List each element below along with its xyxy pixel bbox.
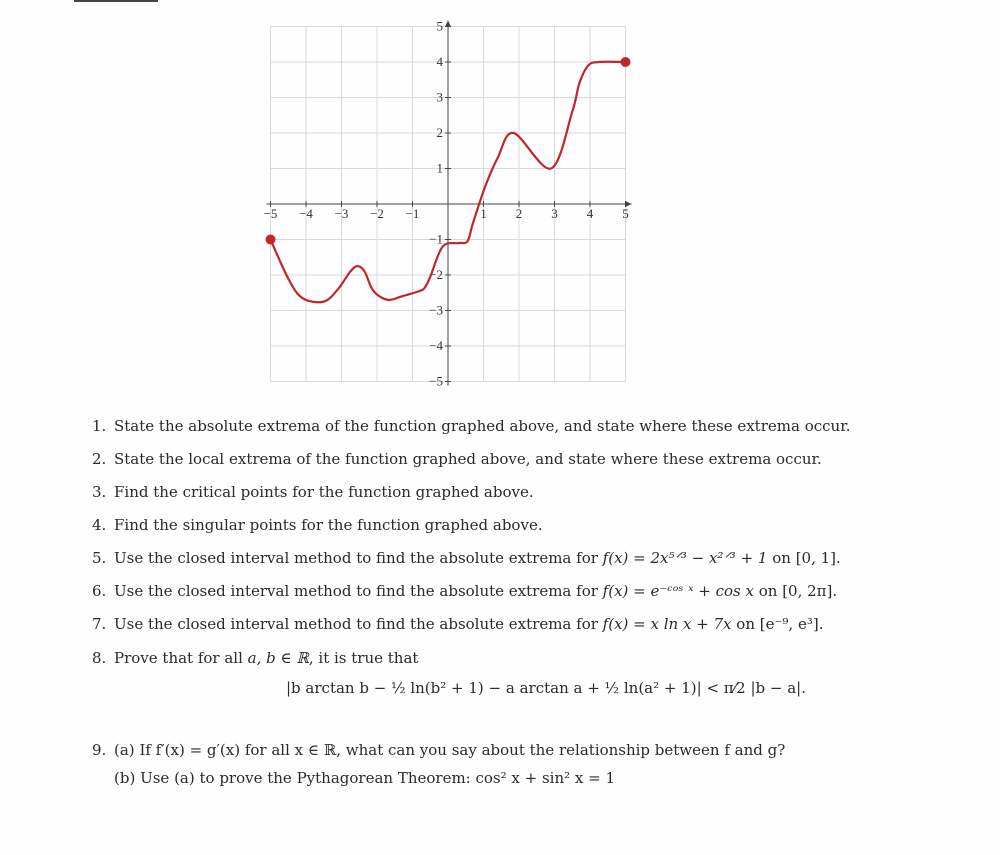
endpoint-dot (621, 57, 631, 67)
problem-3 (92, 482, 534, 502)
x-tick-label: 2 (515, 206, 523, 221)
x-tick-label: 4 (586, 206, 594, 221)
problem-number: 1. (92, 417, 107, 435)
x-tick-label: −1 (405, 206, 420, 221)
problem-number: 3. (92, 483, 107, 501)
problem-9-part-b (114, 768, 615, 788)
problem-1 (92, 416, 850, 436)
function-graph (263, 6, 660, 391)
x-tick-label: −5 (263, 206, 278, 221)
problem-number: 8. (92, 649, 107, 667)
subpart-b-label: (b) (114, 769, 136, 787)
problem-6 (92, 581, 837, 601)
y-tick-label: −1 (429, 231, 443, 247)
problem-text-mid: , it is true that (308, 649, 419, 667)
problem-text: Use the closed interval method to find the absolute extrema for (114, 549, 603, 567)
problem-interval: [0, 2π]. (782, 582, 838, 600)
x-tick-label: −3 (334, 206, 349, 221)
problem-text: Use the closed interval method to find the absolute extrema for (114, 582, 603, 600)
problem-math: f(x) = e⁻ᶜᵒˢ ˣ + cos x (602, 582, 754, 600)
problem-text: State the absolute extrema of the function graphed above, and state where these extrema occur. (114, 417, 851, 435)
endpoint-dot (266, 235, 276, 245)
y-tick-label: 2 (436, 125, 443, 140)
y-tick-label: −2 (429, 267, 443, 282)
problem-9 (92, 740, 785, 760)
x-tick-label: −2 (370, 206, 384, 221)
subpart-b-text: Use (a) to prove the Pythagorean Theorem: cos² x + sin² x = 1 (140, 769, 616, 787)
x-tick-label: 3 (551, 206, 558, 221)
axes (267, 18, 632, 386)
x-tick-label: −4 (299, 206, 313, 221)
y-tick-label: −4 (429, 338, 443, 353)
subpart-a-text: If f′(x) = g′(x) for all x ∈ ℝ, what can you say about the relationship between f and g? (139, 741, 786, 759)
problem-8 (92, 648, 418, 668)
problem-number: 9. (92, 741, 107, 759)
problem-math: a, b ∈ ℝ (247, 649, 309, 667)
problem-text-mid: on (767, 549, 796, 567)
problem-2 (92, 449, 822, 469)
problem-number: 4. (92, 516, 107, 534)
y-tick-label: 4 (436, 54, 443, 69)
y-tick-label: 1 (436, 160, 443, 176)
problem-text: Prove that for all (114, 649, 248, 667)
y-tick-label: 5 (436, 18, 443, 34)
x-tick-label: 5 (622, 206, 629, 221)
problem-7 (92, 614, 823, 634)
problem-math: f(x) = 2x⁵ᐟ³ − x²ᐟ³ + 1 (602, 549, 768, 567)
inequality-formula: |b arctan b − ½ ln(b² + 1) − a arctan a + ½ ln(a² + 1)| < π⁄2 |b − a|. (286, 679, 806, 697)
problem-text: State the local extrema of the function graphed above, and state where these extrema occur. (114, 450, 822, 468)
y-tick-label: 3 (436, 89, 443, 105)
problem-number: 5. (92, 549, 107, 567)
problem-number: 2. (92, 450, 107, 468)
x-tick-label: 1 (480, 206, 487, 221)
problem-math: f(x) = x ln x + 7x (602, 615, 732, 633)
problem-interval: [e⁻⁹, e³]. (759, 615, 824, 633)
y-axis-arrow (445, 21, 451, 27)
problem-interval: [0, 1]. (795, 549, 841, 567)
problem-text-mid: on (753, 582, 783, 600)
y-tick-label: −3 (429, 302, 443, 318)
problem-text: Find the critical points for the function graphed above. (114, 483, 534, 501)
problem-4 (92, 515, 543, 535)
problem-number: 6. (92, 582, 107, 600)
top-rule (74, 0, 158, 2)
problem-text: Find the singular points for the function graphed above. (114, 516, 543, 534)
subpart-a-label: (a) (114, 741, 135, 759)
problem-text-mid: on (731, 615, 760, 633)
problem-text: Use the closed interval method to find the absolute extrema for (114, 615, 603, 633)
problem-number: 7. (92, 615, 107, 633)
problem-5 (92, 548, 841, 568)
y-tick-label: −5 (429, 373, 443, 389)
